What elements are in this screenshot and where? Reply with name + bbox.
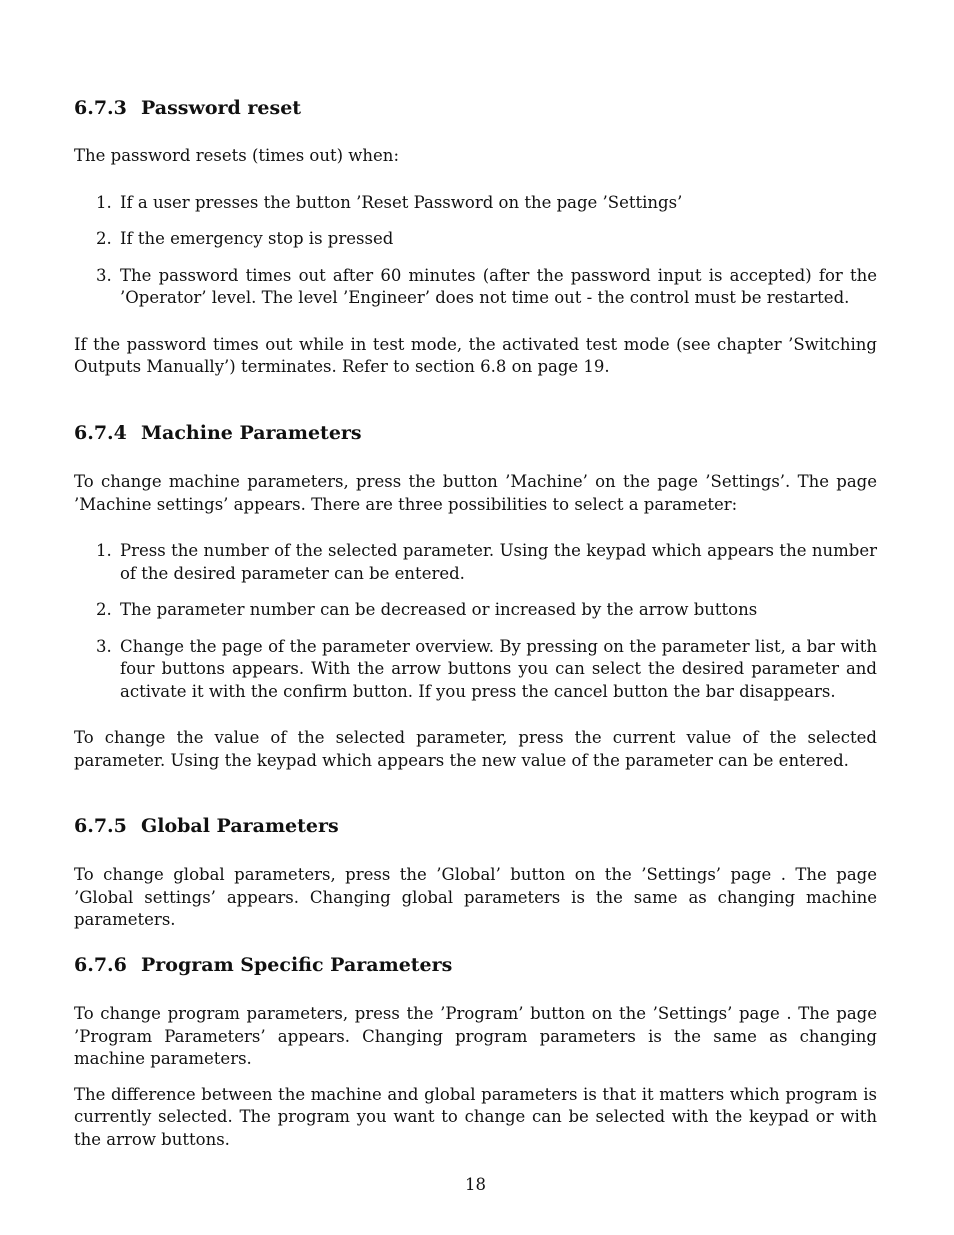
section-outro: To change the value of the selected parameter, press the current value of the selected parameter. Using the keypad which appears the new value of the parameter can be entered. <box>74 728 877 770</box>
document-page <box>74 0 877 1235</box>
section-number: 6.7.6 <box>74 954 127 976</box>
section-outro: If the password times out while in test mode, the activated test mode (see chapter ’Switching Outputs Manually’) terminates. Refer to section 6.8 on page 19. <box>74 334 877 376</box>
list-item <box>74 540 877 585</box>
list-item <box>74 265 877 310</box>
list-item-text: Change the page of the parameter overview. By pressing on the parameter list, a bar with four buttons appears. With the arrow buttons you can select the desired parameter and activate it with the confirm button. If you press the cancel button the bar disappears. <box>120 636 877 701</box>
list-marker: 3. <box>96 636 112 656</box>
list-marker: 1. <box>96 541 112 560</box>
list-marker: 1. <box>96 192 112 212</box>
list-marker: 2. <box>96 229 112 248</box>
list-item <box>74 228 877 251</box>
list-item <box>74 636 877 704</box>
section-heading <box>74 421 877 445</box>
section-intro: The password resets (times out) when: <box>74 146 399 165</box>
list-item-text: If the emergency stop is pressed <box>120 229 394 248</box>
list-item-text: If a user presses the button ’Reset Password on the page ’Settings’ <box>120 192 683 212</box>
section-intro: To change machine parameters, press the button ’Machine’ on the page ’Settings’. The page ’Machine settings’ appears. There are three possibilities to select a parameter: <box>74 472 877 514</box>
section-title: Machine Parameters <box>141 422 362 444</box>
section-paragraph: The difference between the machine and global parameters is that it matters which program is currently selected. The program you want to change can be selected with the keypad or with the arrow buttons. <box>74 1084 877 1149</box>
numbered-list <box>74 540 877 703</box>
section-paragraph: To change program parameters, press the ’Program’ button on the ’Settings’ page . The page ’Program Parameters’ appears. Changing program parameters is the same as changing machine parameters. <box>74 1004 877 1068</box>
section-title: Program Specific Parameters <box>141 954 453 976</box>
section-number: 6.7.3 <box>74 97 127 119</box>
page-number: 18 <box>465 1175 486 1194</box>
section-number: 6.7.4 <box>74 422 127 444</box>
section-global-parameters <box>74 814 877 932</box>
section-program-specific-parameters <box>74 953 877 1151</box>
list-marker: 2. <box>96 600 112 619</box>
list-item-text: The parameter number can be decreased or increased by the arrow buttons <box>120 600 758 619</box>
list-item-text: Press the number of the selected parameter. Using the keypad which appears the number of the desired parameter can be entered. <box>120 541 877 583</box>
list-item <box>74 192 877 215</box>
numbered-list <box>74 192 877 310</box>
section-heading <box>74 953 877 977</box>
section-machine-parameters <box>74 421 877 772</box>
section-title: Global Parameters <box>141 815 339 837</box>
section-heading <box>74 814 877 838</box>
section-title: Password reset <box>141 97 302 119</box>
list-item-text: The password times out after 60 minutes (after the password input is accepted) for the ’Operator’ level. The level ’Engineer’ does not time out - the control must be restarted. <box>120 265 877 307</box>
section-number: 6.7.5 <box>74 815 127 837</box>
section-password-reset <box>74 96 877 379</box>
section-heading <box>74 96 877 120</box>
list-item <box>74 599 877 622</box>
section-paragraph: To change global parameters, press the ’Global’ button on the ’Settings’ page . The page ’Global settings’ appears. Changing global parameters is the same as changing machine parameters. <box>74 865 877 929</box>
list-marker: 3. <box>96 265 112 285</box>
